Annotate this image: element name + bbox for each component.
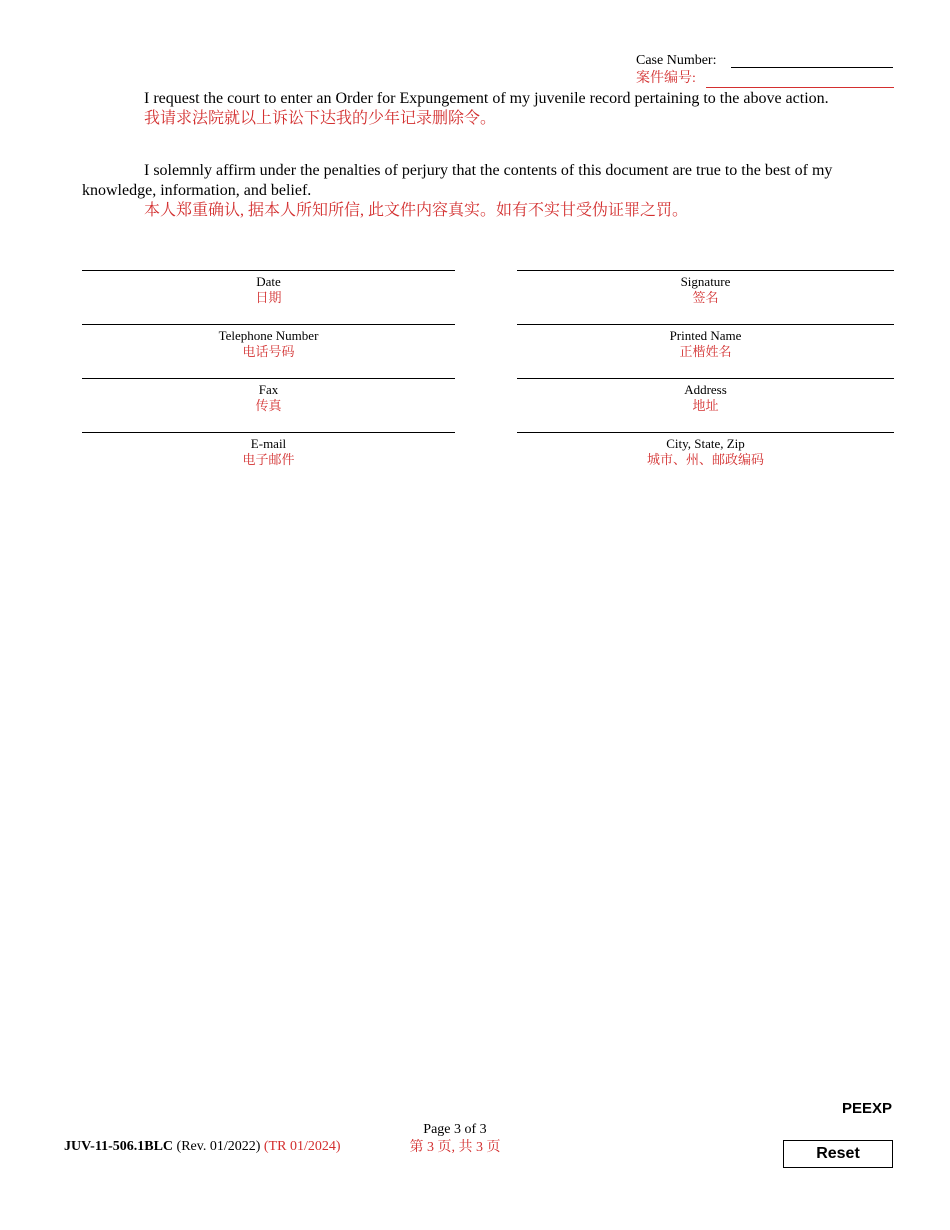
email-label-zh: 电子邮件 (242, 452, 295, 467)
signature-field[interactable] (517, 270, 894, 306)
request-text: I request the court to enter an Order for Expungement of my juvenile record pertaining to the above action. (144, 90, 829, 107)
address-label-zh: 地址 (692, 398, 719, 413)
date-label: Date (256, 274, 281, 289)
case-number-field-zh (706, 73, 894, 88)
translation-revision: (TR 01/2024) (263, 1139, 341, 1154)
case-number-field[interactable] (731, 54, 893, 68)
city-state-zip-field[interactable] (517, 432, 894, 468)
fax-label: Fax (258, 382, 279, 397)
form-code: JUV-11-506.1BLC (64, 1139, 174, 1154)
email-label: E-mail (250, 436, 287, 451)
signature-label-zh: 签名 (692, 290, 719, 305)
printed-name-label-zh: 正楷姓名 (679, 344, 732, 359)
page-number-zh: 第 3 页, 共 3 页 (409, 1140, 501, 1155)
form-code-line (64, 1139, 341, 1155)
date-field[interactable] (82, 270, 455, 306)
case-number-label-zh: 案件编号: (636, 71, 696, 86)
telephone-field[interactable] (82, 324, 455, 360)
request-text-zh: 我请求法院就以上诉讼下达我的少年记录删除令。 (144, 110, 497, 127)
printed-name-label: Printed Name (669, 328, 742, 343)
case-number-label: Case Number: (636, 53, 717, 68)
printed-name-field[interactable] (517, 324, 894, 360)
telephone-label: Telephone Number (218, 328, 319, 343)
page-number: Page 3 of 3 (423, 1122, 487, 1137)
affirm-text-zh: 本人郑重确认, 据本人所知所信, 此文件内容真实。如有不实甘受伪证罪之罚。 (144, 202, 689, 219)
city-state-zip-label: City, State, Zip (666, 436, 745, 451)
date-label-zh: 日期 (255, 290, 282, 305)
form-revision: (Rev. 01/2022) (176, 1139, 261, 1154)
case-number-label-row (636, 53, 716, 69)
signature-label: Signature (680, 274, 731, 289)
fax-field[interactable] (82, 378, 455, 414)
form-id: PEEXP (841, 1100, 892, 1117)
affirm-text-line1: I solemnly affirm under the penalties of perjury that the contents of this document are true to the best of my (144, 162, 833, 179)
case-number-label-zh-row (636, 71, 696, 87)
city-state-zip-label-zh: 城市、州、邮政编码 (646, 452, 764, 467)
address-label: Address (684, 382, 727, 397)
fax-label-zh: 传真 (255, 398, 282, 413)
affirm-text-line2: knowledge, information, and belief. (82, 182, 312, 199)
email-field[interactable] (82, 432, 455, 468)
reset-button[interactable]: Reset (783, 1140, 893, 1168)
address-field[interactable] (517, 378, 894, 414)
telephone-label-zh: 电话号码 (242, 344, 295, 359)
